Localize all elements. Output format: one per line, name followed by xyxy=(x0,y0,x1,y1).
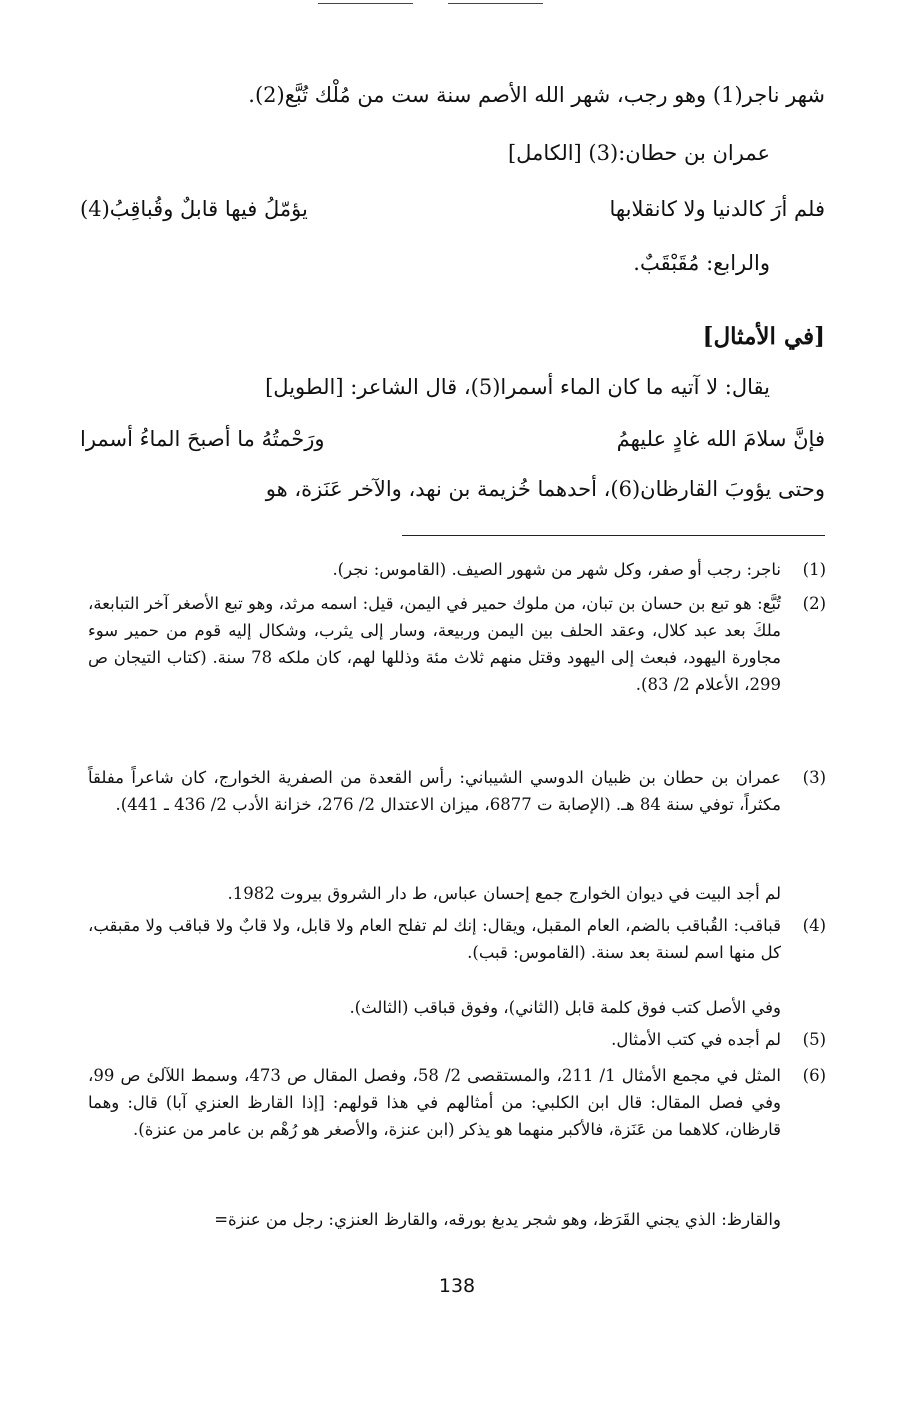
footnote-rule xyxy=(402,535,825,536)
verse-2 xyxy=(80,424,825,454)
footnote-text: والقارظ: الذي يجني القَرَظ، وهو شجر يدبغ بورقه، والقارظ العنزي: رجل من عنزة= xyxy=(214,1210,781,1229)
text-line: والرابع: مُقَبْقَبٌ. xyxy=(633,251,770,275)
footnote-text: تُبَّع: هو تبع بن حسان بن تبان، من ملوك حمير في اليمن، قيل: اسمه مرثد، وهو تبع الأصغر آخر التبابعة، ملكَ بعد عبد كلال، وعقد الحلف بين اليمن وربيعة، وسار إلى يثرب، وشكال إليه قوم من حمير سوء مجاورة اليهود، فبعث إلى اليهود وقتل منهم ثلاث مئة وذللها لهم، كان ملكه 78 سنة. (كتاب التيجان ص 299، الأعلام 2/ 83). xyxy=(88,594,781,694)
section-heading: [في الأمثال] xyxy=(702,323,825,350)
footnote-3 xyxy=(88,764,826,818)
footnote-5 xyxy=(88,1026,826,1053)
footnote-number: (4) xyxy=(802,916,826,935)
footnote-number: (2) xyxy=(802,594,826,613)
text-line: شهر ناجر(1) وهو رجب، شهر الله الأصم سنة ست من مُلْك تُبَّع(2). xyxy=(248,83,825,107)
page-number: 138 xyxy=(438,1275,476,1297)
verse-2-first-hemistich: فإنَّ سلامَ الله غادٍ عليهمُ xyxy=(616,427,825,451)
verse-1-second-hemistich: يؤمّلُ فيها قابلٌ وقُباقِبُ(4) xyxy=(80,197,308,221)
footnote-text: قباقب: القُباقب بالضم، العام المقبل، ويقال: إنك لم تفلح العام ولا قابل، ولا قابٌ ولا قباقب ولا مقبقب، كل منها اسم لسنة بعد سنة. (القاموس: قبب). xyxy=(88,916,781,962)
footnote-1 xyxy=(88,556,826,583)
text-line: يقال: لا آتيه ما كان الماء أسمرا(5)، قال الشاعر: [الطويل] xyxy=(265,375,770,399)
footnote-6-continuation xyxy=(88,1206,826,1233)
footnote-4 xyxy=(88,912,826,966)
footnote-number: (3) xyxy=(802,768,826,787)
text-line: وحتى يؤوبَ القارظان(6)، أحدهما خُزيمة بن نهد، والآخر عَنَزة، هو xyxy=(265,477,825,501)
footnote-text: لم أجد البيت في ديوان الخوارج جمع إحسان عباس، ط دار الشروق بيروت 1982. xyxy=(227,884,781,903)
header-rule-right xyxy=(448,3,543,4)
header-rule-left xyxy=(318,3,413,4)
verse-1 xyxy=(80,194,825,224)
verse-2-second-hemistich: ورَحْمتُهُ ما أصبحَ الماءُ أسمرا xyxy=(80,427,325,451)
poet-line: عمران بن حطان:(3) [الكامل] xyxy=(507,141,770,165)
footnote-4-continuation xyxy=(88,994,826,1021)
footnote-text: عمران بن حطان بن ظبيان الدوسي الشيباني: رأس القعدة من الصفرية الخوارج، كان شاعراً مفلقاً مكثراً، توفي سنة 84 هـ. (الإصابة ت 6877، ميزان الاعتدال 2/ 276، خزانة الأدب 2/ 436 ـ 441). xyxy=(88,768,781,814)
footnote-text: وفي الأصل كتب فوق كلمة قابل (الثاني)، وفوق قباقب (الثالث). xyxy=(349,998,781,1017)
footnote-3-continuation xyxy=(88,880,826,907)
verse-1-first-hemistich: فلم أرَ كالدنيا ولا كانقلابها xyxy=(609,197,825,221)
footnote-text: لم أجده في كتب الأمثال. xyxy=(611,1030,781,1049)
footnote-6 xyxy=(88,1062,826,1143)
footnote-text: المثل في مجمع الأمثال 1/ 211، والمستقصى 2/ 58، وفصل المقال ص 473، وسمط اللآلئ ص 99، وفي فصل المقال: قال ابن الكلبي: من أمثالهم في هذا قولهم: [إذا القارظ العنزي آبا) قال: وهما قارظان، كلاهما من عَنَزة، فالأكبر منهما هو يذكر (ابن عنزة، والأصغر هو رُهْم بن عامر من عنزة). xyxy=(88,1066,782,1139)
footnote-number: (1) xyxy=(802,560,826,579)
footnote-text: ناجر: رجب أو صفر، وكل شهر من شهور الصيف. (القاموس: نجر). xyxy=(332,560,781,579)
footnote-number: (6) xyxy=(802,1066,826,1085)
footnote-number: (5) xyxy=(802,1030,826,1049)
footnote-2 xyxy=(88,590,826,698)
